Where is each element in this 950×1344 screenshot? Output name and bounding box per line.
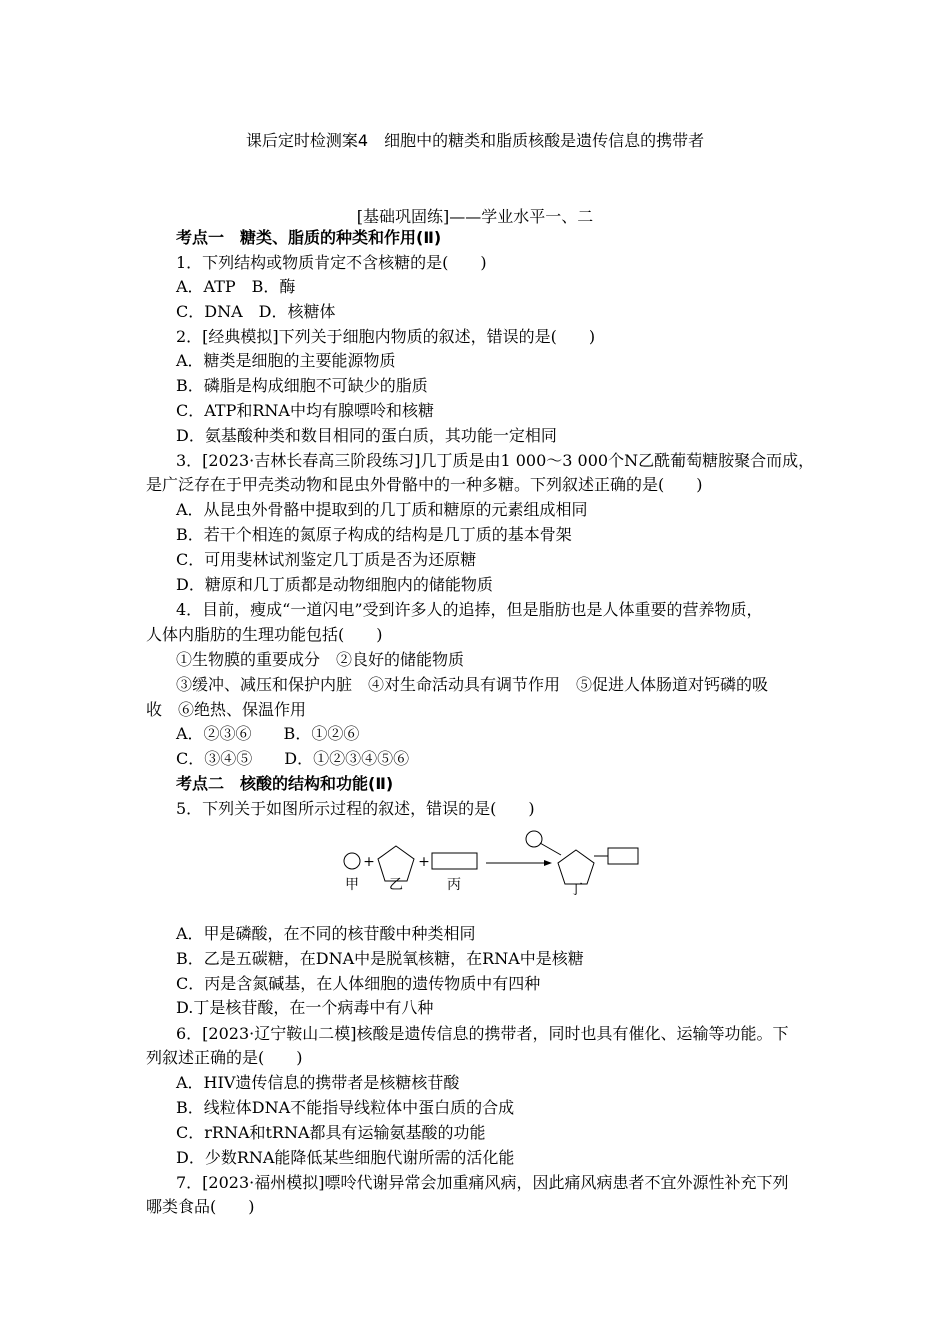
q4-options-cd: C．③④⑤ D．①②③④⑤⑥ [176,749,410,768]
q7-stem-line2: 哪类食品( ) [146,1197,255,1216]
label-yi: 乙 [389,877,403,893]
nucleotide-pentose-pentagon [558,850,594,884]
q3-option-c: C．可用斐林试剂鉴定几丁质是否为还原糖 [176,550,477,569]
q4-statements-3: 收 ⑥绝热、保温作用 [146,700,307,719]
q3-option-b: B．若干个相连的氮原子构成的结构是几丁质的基本骨架 [176,525,572,544]
phosphate-circle [344,853,360,869]
nucleotide-base-rectangle [608,848,638,864]
q5-option-d: D.丁是核苷酸，在一个病毒中有八种 [176,998,434,1017]
nucleotide-phosphate-circle [526,831,542,847]
q1-options-cd: C．DNA D．核糖体 [176,302,336,321]
section-heading: [基础巩固练]——学业水平一、二 [356,207,594,226]
q1-stem: 1．下列结构或物质肯定不含核糖的是( ) [176,253,487,272]
q6-option-a: A．HIV遗传信息的携带者是核糖核苷酸 [176,1073,460,1092]
q4-stem-line2: 人体内脂肪的生理功能包括( ) [146,625,383,644]
knowledge-point-1: 考点一 糖类、脂质的种类和作用(Ⅱ) [176,228,442,247]
q3-option-d: D．糖原和几丁质都是动物细胞内的储能物质 [176,575,493,594]
q4-statements-2: ③缓冲、减压和保护内脏 ④对生命活动具有调节作用 ⑤促进人体肠道对钙磷的吸 [176,675,769,694]
q5-option-c: C．丙是含氮碱基，在人体细胞的遗传物质中有四种 [176,974,541,993]
q3-stem-line1: 3．[2023·吉林长春高三阶段练习]几丁质是由1 000～3 000个N乙酰葡萄糖胺聚合而成， [176,451,815,470]
q5-option-b: B．乙是五碳糖，在DNA中是脱氧核糖，在RNA中是核糖 [176,949,584,968]
base-rectangle [432,853,477,869]
q6-option-c: C．rRNA和tRNA都具有运输氨基酸的功能 [176,1123,486,1142]
pentose-pentagon [378,846,414,881]
q2-option-b: B．磷脂是构成细胞不可缺少的脂质 [176,376,428,395]
q4-stem-line1: 4．目前，瘦成“一道闪电”受到许多人的追捧，但是脂肪也是人体重要的营养物质， [176,600,763,619]
q6-option-d: D．少数RNA能降低某些细胞代谢所需的活化能 [176,1148,515,1167]
plus-sign-1: + [363,854,375,870]
q4-statements-1: ①生物膜的重要成分 ②良好的储能物质 [176,650,465,669]
label-bing: 丙 [447,877,461,893]
phosphate-bond-line [540,843,561,855]
label-ding: 丁 [569,882,583,896]
q5-option-a: A．甲是磷酸，在不同的核苷酸中种类相同 [176,924,476,943]
q4-options-ab: A．②③⑥ B．①②⑥ [176,724,360,743]
page-title: 课后定时检测案4 细胞中的糖类和脂质核酸是遗传信息的携带者 [245,131,705,150]
q2-option-a: A．糖类是细胞的主要能源物质 [176,351,396,370]
q6-stem-line2: 列叙述正确的是( ) [146,1048,303,1067]
label-jia: 甲 [345,877,359,893]
plus-sign-2: + [418,854,430,870]
q6-stem-line1: 6．[2023·辽宁鞍山二模]核酸是遗传信息的携带者，同时也具有催化、运输等功能。下 [176,1024,789,1043]
q7-stem-line1: 7．[2023·福州模拟]嘌呤代谢异常会加重痛风病，因此痛风病患者不宜外源性补充下列 [176,1173,789,1192]
nucleotide-formation-diagram [336,826,646,896]
q6-option-b: B．线粒体DNA不能指导线粒体中蛋白质的合成 [176,1098,515,1117]
q1-options-ab: A．ATP B．酶 [176,277,296,296]
q3-stem-line2: 是广泛存在于甲壳类动物和昆虫外骨骼中的一种多糖。下列叙述正确的是( ) [146,475,703,494]
knowledge-point-2: 考点二 核酸的结构和功能(Ⅱ) [176,774,394,793]
reaction-arrow-head [544,860,552,866]
q2-option-c: C．ATP和RNA中均有腺嘌呤和核糖 [176,401,434,420]
q3-option-a: A．从昆虫外骨骼中提取到的几丁质和糖原的元素组成相同 [176,500,588,519]
q2-option-d: D．氨基酸种类和数目相同的蛋白质，其功能一定相同 [176,426,557,445]
q2-stem: 2．[经典模拟]下列关于细胞内物质的叙述，错误的是( ) [176,327,596,346]
q5-stem: 5．下列关于如图所示过程的叙述，错误的是( ) [176,799,535,818]
